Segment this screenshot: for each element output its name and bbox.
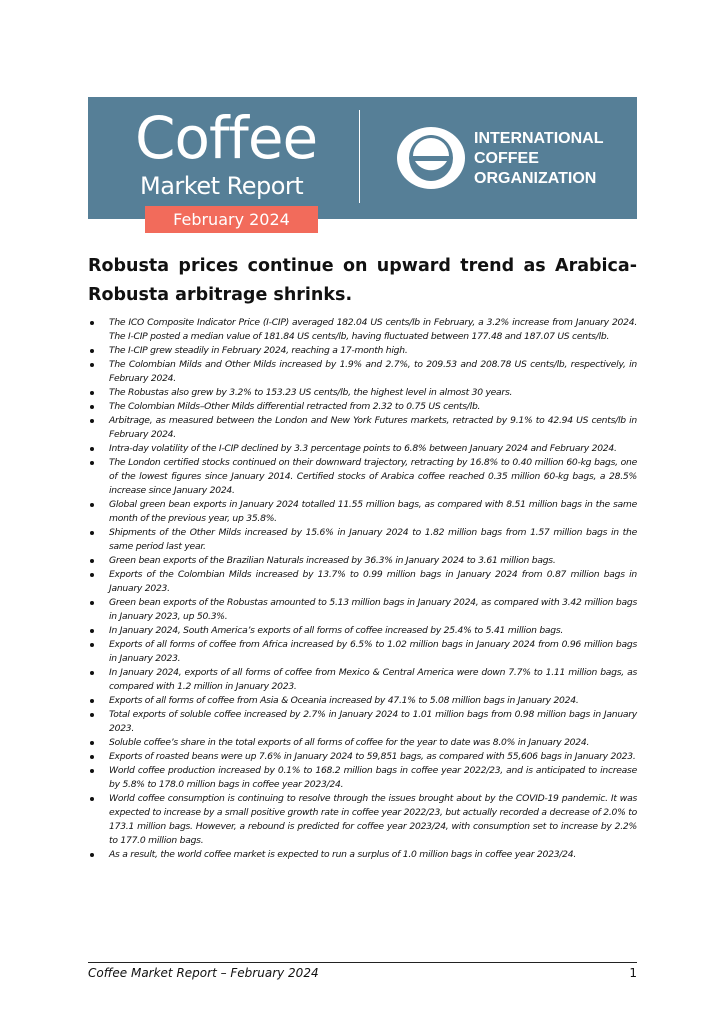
- bullet-icon: [90, 629, 94, 633]
- key-point-text: World coffee consumption is continuing to resolve through the issues brought about by the COVID-19 pandemic. It was expected to increase by a small positive growth rate in coffee year 2022/23, but actually recorded a decrease of 2.0% to 173.1 million bags. However, a rebound is predicted for coffee year 2023/24, with consumption set to increase by 2.2% to 177.0 million bags.: [109, 793, 637, 846]
- key-point: [88, 316, 637, 344]
- key-point-text: Green bean exports of the Brazilian Naturals increased by 36.3% in January 2024 to 3.61 million bags.: [109, 555, 556, 566]
- footer-report-title: Coffee Market Report – February 2024: [88, 966, 319, 980]
- report-headline: Robusta prices continue on upward trend as Arabica-Robusta arbitrage shrinks.: [88, 256, 637, 305]
- bullet-icon: [90, 503, 94, 507]
- key-point-text: Total exports of soluble coffee increased by 2.7% in January 2024 to 1.01 million bags from 0.98 million bags in January 2023.: [109, 709, 637, 734]
- organization-name: [474, 129, 634, 189]
- key-point: [88, 736, 637, 750]
- bullet-icon: [90, 741, 94, 745]
- key-point-text: Arbitrage, as measured between the London and New York Futures markets, retracted by 9.1% to 42.94 US cents/lb in February 2024.: [109, 415, 637, 440]
- key-point: [88, 498, 637, 526]
- key-point-text: Intra-day volatility of the I-CIP declined by 3.3 percentage points to 6.8% between January 2024 and February 2024.: [109, 443, 617, 454]
- organization-name-line-2: COFFEE: [474, 150, 539, 167]
- key-point: [88, 624, 637, 638]
- bullet-icon: [90, 769, 94, 773]
- key-point: [88, 708, 637, 736]
- key-point: [88, 526, 637, 554]
- bullet-icon: [90, 391, 94, 395]
- bullet-icon: [90, 573, 94, 577]
- key-point-text: In January 2024, exports of all forms of coffee from Mexico & Central America were down 7.7% to 1.11 million bags, as compared with 1.2 million in January 2023.: [109, 667, 637, 692]
- key-point: [88, 344, 637, 358]
- key-point-text: World coffee production increased by 0.1% to 168.2 million bags in coffee year 2022/23, and is anticipated to increase by 5.8% to 178.0 million bags in coffee year 2023/24.: [109, 765, 637, 790]
- key-point: [88, 596, 637, 624]
- key-point-text: Exports of all forms of coffee from Asia & Oceania increased by 47.1% to 5.08 million bags in January 2024.: [109, 695, 579, 706]
- header-divider: [359, 110, 360, 203]
- key-point: [88, 764, 637, 792]
- footer-rule: [88, 962, 637, 963]
- key-point: [88, 638, 637, 666]
- key-point-text: The ICO Composite Indicator Price (I-CIP) averaged 182.04 US cents/lb in February, a 3.2% increase from January 2024. The I-CIP posted a median value of 181.84 US cents/lb, having fluctuated between 177.48 and 187.07 US cents/lb.: [109, 317, 637, 342]
- key-point-text: Exports of roasted beans were up 7.6% in January 2024 to 59,851 bags, as compared with 55,606 bags in January 2023.: [109, 751, 636, 762]
- key-point-text: Global green bean exports in January 2024 totalled 11.55 million bags, as compared with 8.51 million bags in the same month of the previous year, up 35.8%.: [109, 499, 637, 524]
- key-point-text: Shipments of the Other Milds increased by 15.6% in January 2024 to 1.82 million bags from 1.57 million bags in the same period last year.: [109, 527, 637, 552]
- key-point-text: Exports of all forms of coffee from Africa increased by 6.5% to 1.02 million bags in January 2024 from 0.96 million bags in January 2023.: [109, 639, 637, 664]
- report-date-badge: February 2024: [145, 206, 318, 233]
- bullet-icon: [90, 531, 94, 535]
- key-point: [88, 568, 637, 596]
- key-point: [88, 414, 637, 442]
- key-point: [88, 358, 637, 386]
- key-point: [88, 442, 637, 456]
- key-point-text: As a result, the world coffee market is expected to run a surplus of 1.0 million bags in coffee year 2023/24.: [109, 849, 576, 860]
- organization-name-line-1: INTERNATIONAL: [474, 130, 604, 147]
- bullet-icon: [90, 559, 94, 563]
- bullet-icon: [90, 419, 94, 423]
- ico-coffee-bean-logo-icon: [396, 126, 466, 190]
- key-point-text: The Colombian Milds and Other Milds increased by 1.9% and 2.7%, to 209.53 and 208.78 US cents/lb, respectively, in February 2024.: [109, 359, 637, 384]
- report-subtitle: Market Report: [140, 172, 304, 200]
- key-point-text: Exports of the Colombian Milds increased by 13.7% to 0.99 million bags in January 2024 from 0.87 million bags in January 2023.: [109, 569, 637, 594]
- key-point: [88, 750, 637, 764]
- report-title: Coffee: [135, 104, 318, 172]
- key-point-text: The Robustas also grew by 3.2% to 153.23 US cents/lb, the highest level in almost 30 years.: [109, 387, 513, 398]
- key-point: [88, 694, 637, 708]
- bullet-icon: [90, 643, 94, 647]
- bullet-icon: [90, 349, 94, 353]
- bullet-icon: [90, 713, 94, 717]
- key-point: [88, 666, 637, 694]
- key-point-text: The London certified stocks continued on their downward trajectory, retracting by 16.8% to 0.40 million 60-kg bags, one of the lowest figures since January 2014. Certified stocks of Arabica coffee reached 0.35 million 60-kg bags, a 28.5% increase since January 2024.: [109, 457, 637, 496]
- bullet-icon: [90, 405, 94, 409]
- key-point-text: Green bean exports of the Robustas amounted to 5.13 million bags in January 2024, as compared with 3.42 million bags in January 2023, up 50.3%.: [109, 597, 637, 622]
- key-point-text: The I-CIP grew steadily in February 2024, reaching a 17-month high.: [109, 345, 408, 356]
- bullet-icon: [90, 699, 94, 703]
- bullet-icon: [90, 363, 94, 367]
- bullet-icon: [90, 321, 94, 325]
- key-point-text: The Colombian Milds–Other Milds differential retracted from 2.32 to 0.75 US cents/lb.: [109, 401, 481, 412]
- key-point-text: Soluble coffee’s share in the total exports of all forms of coffee for the year to date was 8.0% in January 2024.: [109, 737, 590, 748]
- key-point: [88, 792, 637, 848]
- organization-name-line-3: ORGANIZATION: [474, 170, 597, 187]
- bullet-icon: [90, 755, 94, 759]
- bullet-icon: [90, 461, 94, 465]
- bullet-icon: [90, 447, 94, 451]
- key-point: [88, 554, 637, 568]
- bullet-icon: [90, 601, 94, 605]
- key-point-text: In January 2024, South America’s exports of all forms of coffee increased by 25.4% to 5.41 million bags.: [109, 625, 564, 636]
- key-point: [88, 400, 637, 414]
- bullet-icon: [90, 797, 94, 801]
- bullet-icon: [90, 853, 94, 857]
- page-number: 1: [629, 966, 637, 980]
- key-point: [88, 456, 637, 498]
- key-point: [88, 386, 637, 400]
- key-point: [88, 848, 637, 862]
- bullet-icon: [90, 671, 94, 675]
- key-points-list: [88, 316, 637, 862]
